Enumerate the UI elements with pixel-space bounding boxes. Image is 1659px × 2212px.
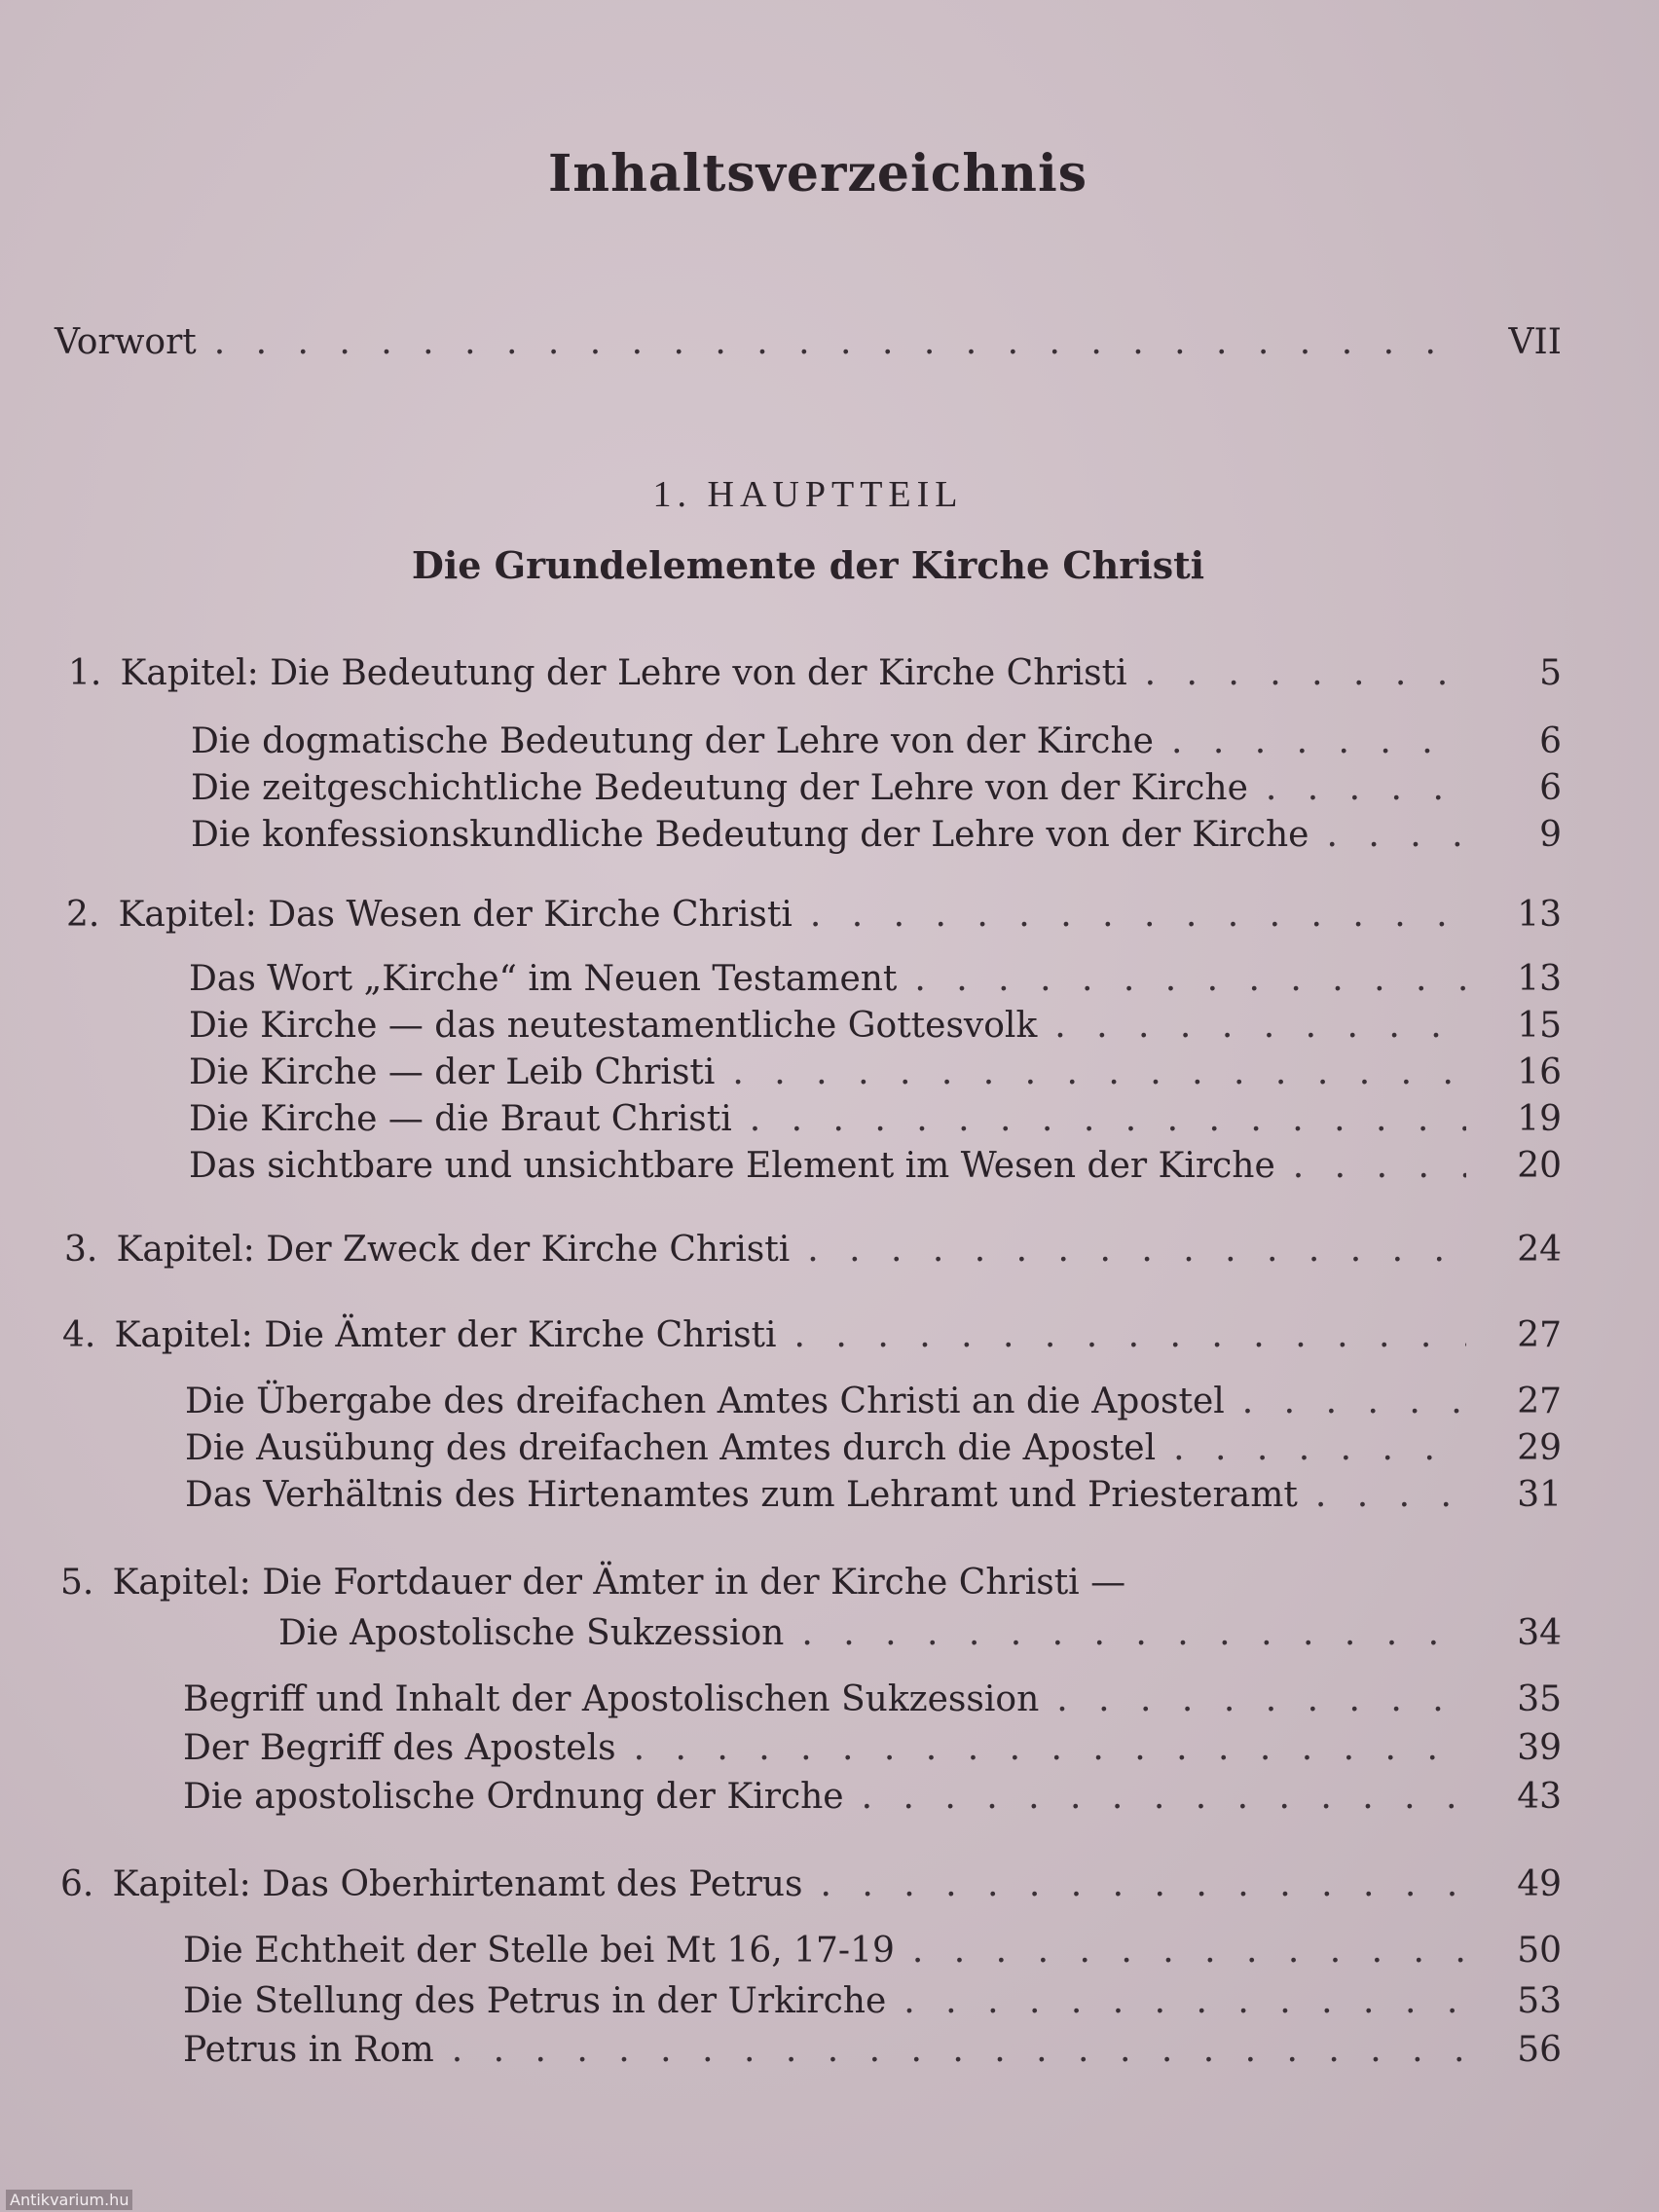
leader-dots xyxy=(1326,814,1466,857)
entry-page: 27 xyxy=(1517,1315,1562,1355)
chapter-label: Kapitel: Der Zweck der Kirche Christi xyxy=(116,1230,791,1270)
entry-label: Der Begriff des Apostels xyxy=(183,1728,616,1768)
toc-subentry xyxy=(183,1678,1562,1721)
entry-label: Das Verhältnis des Hirtenamtes zum Lehramt und Priesteramt xyxy=(185,1475,1298,1515)
leader-dots xyxy=(912,1930,1466,1972)
chapter-label: Kapitel: Die Fortdauer der Ämter in der Kirche Christi — xyxy=(112,1563,1126,1603)
leader-dots xyxy=(1315,1474,1466,1517)
entry-page: 35 xyxy=(1517,1679,1562,1719)
entry-page: 6 xyxy=(1539,768,1562,808)
leader-dots xyxy=(914,958,1466,1001)
leader-dots xyxy=(214,321,1466,364)
entry-page: 49 xyxy=(1517,1864,1562,1904)
entry-label: Die Echtheit der Stelle bei Mt 16, 17-19 xyxy=(183,1931,895,1971)
chapter-label-cont: Die Apostolische Sukzession xyxy=(278,1613,785,1653)
page-title: Inhaltsverzeichnis xyxy=(547,144,1088,203)
toc-subentry xyxy=(183,1776,1562,1819)
leader-dots xyxy=(862,1776,1466,1819)
leader-dots xyxy=(1293,1145,1466,1188)
leader-dots xyxy=(1145,652,1466,695)
toc-subentry xyxy=(183,1930,1562,1972)
toc-chapter-5 xyxy=(278,1612,1562,1655)
toc-chapter-4 xyxy=(62,1314,1562,1357)
entry-page: 20 xyxy=(1517,1146,1562,1186)
entry-label: Die Kirche — die Braut Christi xyxy=(189,1099,732,1139)
leader-dots xyxy=(1173,1427,1466,1470)
toc-chapter-1 xyxy=(68,652,1562,695)
leader-dots xyxy=(903,1980,1466,2023)
toc-subentry xyxy=(191,767,1562,810)
chapter-number: 3. xyxy=(64,1230,98,1270)
toc-chapter-2 xyxy=(66,894,1562,937)
entry-page: 24 xyxy=(1517,1230,1562,1270)
toc-subentry xyxy=(185,1427,1562,1470)
toc-subentry xyxy=(183,1980,1562,2023)
chapter-label: Kapitel: Das Oberhirtenamt des Petrus xyxy=(112,1864,803,1904)
entry-page: 13 xyxy=(1517,959,1562,999)
chapter-label: Kapitel: Die Ämter der Kirche Christi xyxy=(114,1315,777,1355)
entry-label: Die zeitgeschichtliche Bedeutung der Lehre von der Kirche xyxy=(191,768,1248,808)
leader-dots xyxy=(1054,1005,1466,1048)
toc-subentry xyxy=(185,1381,1562,1423)
entry-label: Das Wort „Kirche“ im Neuen Testament xyxy=(189,959,898,999)
leader-dots xyxy=(1171,720,1466,763)
toc-chapter-6 xyxy=(60,1863,1562,1906)
entry-page: 29 xyxy=(1517,1428,1562,1468)
entry-label: Die apostolische Ordnung der Kirche xyxy=(183,1777,844,1817)
chapter-number: 4. xyxy=(62,1315,96,1355)
entry-page: 15 xyxy=(1517,1006,1562,1046)
leader-dots xyxy=(820,1863,1466,1906)
entry-page: 50 xyxy=(1517,1931,1562,1971)
entry-page: 53 xyxy=(1517,1981,1562,2021)
entry-page: 9 xyxy=(1539,815,1562,855)
entry-page: 19 xyxy=(1517,1099,1562,1139)
chapter-number: 2. xyxy=(66,895,100,935)
leader-dots xyxy=(801,1612,1466,1655)
toc-subentry xyxy=(191,814,1562,857)
chapter-label: Kapitel: Die Bedeutung der Lehre von der Kirche Christi xyxy=(120,653,1127,693)
chapter-number: 6. xyxy=(60,1864,94,1904)
toc-subentry xyxy=(191,720,1562,763)
toc-entry-vorwort xyxy=(55,321,1562,364)
leader-dots xyxy=(634,1727,1466,1770)
leader-dots xyxy=(452,2029,1466,2072)
chapter-number: 5. xyxy=(60,1563,94,1603)
entry-label: Die Stellung des Petrus in der Urkirche xyxy=(183,1981,887,2021)
entry-page: 43 xyxy=(1517,1777,1562,1817)
entry-label: Die dogmatische Bedeutung der Lehre von der Kirche xyxy=(191,721,1154,761)
toc-subentry xyxy=(189,958,1562,1001)
toc-chapter-5-line1 xyxy=(60,1562,1125,1604)
leader-dots xyxy=(807,1229,1466,1272)
leader-dots xyxy=(1056,1678,1466,1721)
entry-label: Die Kirche — das neutestamentliche Gottesvolk xyxy=(189,1006,1038,1046)
entry-label: Die Ausübung des dreifachen Amtes durch die Apostel xyxy=(185,1428,1157,1468)
entry-page: VII xyxy=(1508,322,1562,362)
toc-subentry xyxy=(183,2029,1562,2072)
leader-dots xyxy=(732,1051,1466,1094)
entry-page: 39 xyxy=(1517,1728,1562,1768)
entry-label: Begriff und Inhalt der Apostolischen Sukzession xyxy=(183,1679,1040,1719)
toc-subentry xyxy=(189,1145,1562,1188)
entry-page: 6 xyxy=(1539,721,1562,761)
entry-label: Die Kirche — der Leib Christi xyxy=(189,1052,716,1092)
leader-dots xyxy=(750,1098,1466,1141)
toc-subentry xyxy=(189,1051,1562,1094)
entry-page: 5 xyxy=(1539,653,1562,693)
entry-label: Das sichtbare und unsichtbare Element im Wesen der Kirche xyxy=(189,1146,1275,1186)
toc-subentry xyxy=(183,1727,1562,1770)
entry-page: 27 xyxy=(1517,1382,1562,1421)
toc-subentry xyxy=(189,1098,1562,1141)
leader-dots xyxy=(1242,1381,1466,1423)
toc-subentry xyxy=(189,1005,1562,1048)
entry-page: 56 xyxy=(1517,2030,1562,2070)
part-title: Die Grundelemente der Kirche Christi xyxy=(411,543,1205,587)
chapter-label: Kapitel: Das Wesen der Kirche Christi xyxy=(118,895,793,935)
entry-page: 16 xyxy=(1517,1052,1562,1092)
chapter-number: 1. xyxy=(68,653,102,693)
leader-dots xyxy=(810,894,1466,937)
entry-page: 34 xyxy=(1517,1613,1562,1653)
toc-chapter-3 xyxy=(64,1229,1562,1272)
toc-subentry xyxy=(185,1474,1562,1517)
entry-page: 31 xyxy=(1517,1475,1562,1515)
entry-page: 13 xyxy=(1517,895,1562,935)
part-heading: 1. HAUPTTEIL xyxy=(652,474,964,515)
watermark: Antikvarium.hu xyxy=(6,2190,132,2210)
entry-label: Vorwort xyxy=(55,322,197,362)
entry-label: Die Übergabe des dreifachen Amtes Christi an die Apostel xyxy=(185,1382,1225,1421)
leader-dots xyxy=(794,1314,1466,1357)
leader-dots xyxy=(1266,767,1466,810)
entry-label: Die konfessionskundliche Bedeutung der Lehre von der Kirche xyxy=(191,815,1309,855)
entry-label: Petrus in Rom xyxy=(183,2030,434,2070)
